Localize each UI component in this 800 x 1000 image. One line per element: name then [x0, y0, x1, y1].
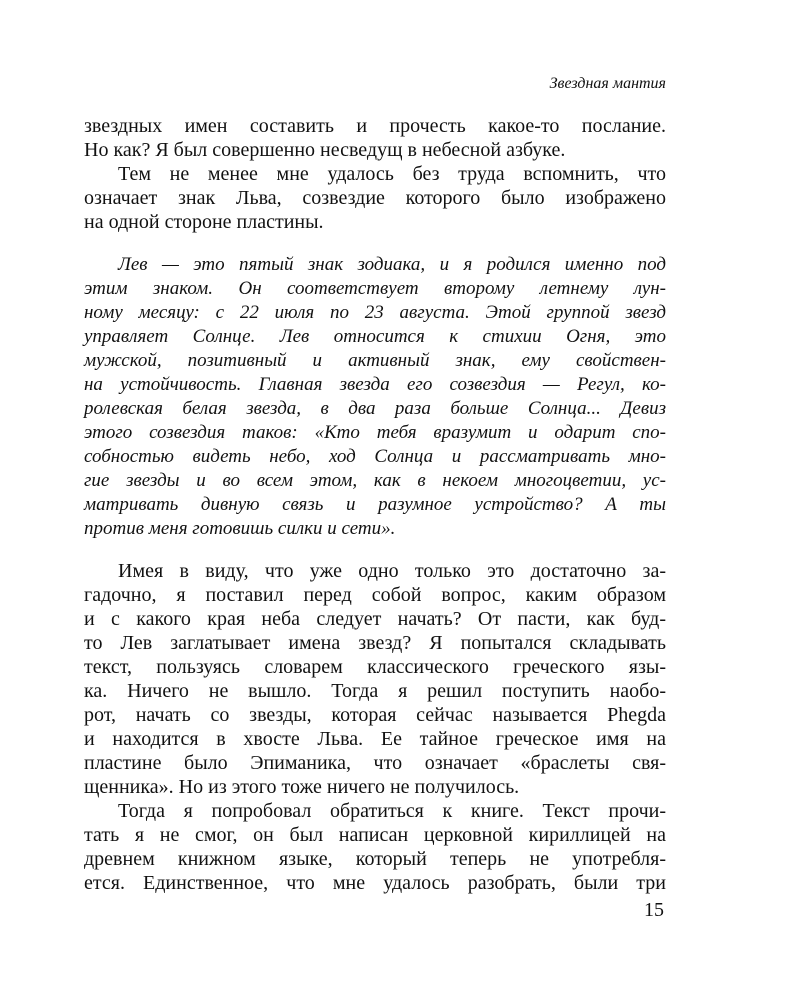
- book-page: [84, 0, 666, 1000]
- quote-line: матривать дивную связь и разумное устройство? А ты: [84, 494, 666, 515]
- text-line: Тем не менее мне удалось без труда вспомнить, что: [118, 163, 666, 185]
- text-line: ется. Единственное, что мне удалось разобрать, были три: [84, 872, 666, 894]
- quote-line: этого созвездия таков: «Кто тебя вразумит и одарит спо-: [84, 422, 666, 443]
- text-line: ка. Ничего не вышло. Тогда я решил поступить наобо-: [84, 680, 666, 702]
- running-head: Звездная мантия: [549, 75, 666, 92]
- text-line: текст, пользуясь словарем классического греческого язы-: [84, 656, 666, 678]
- text-line: пластине было Эпиманика, что означает «браслеты свя-: [84, 752, 666, 774]
- quote-line: против меня готовишь силки и сети».: [84, 518, 396, 539]
- quote-line: управляет Солнце. Лев относится к стихии Огня, это: [84, 326, 666, 347]
- quote-line: на устойчивость. Главная звезда его созвездия — Регул, ко-: [84, 374, 666, 395]
- text-line: и с какого края неба следует начать? От пасти, как буд-: [84, 608, 666, 630]
- quote-line: гие звезды и во всем этом, как в некоем многоцветии, ус-: [84, 470, 666, 491]
- text-line: то Лев заглатывает имена звезд? Я попытался складывать: [84, 632, 666, 654]
- text-line: Но как? Я был совершенно несведущ в небесной азбуке.: [84, 139, 566, 161]
- text-line: гадочно, я поставил перед собой вопрос, каким образом: [84, 584, 666, 606]
- text-line: древнем книжном языке, который теперь не употребля-: [84, 848, 666, 870]
- text-line: Тогда я попробовал обратиться к книге. Текст прочи-: [118, 800, 666, 822]
- quote-line: ролевская белая звезда, в два раза больше Солнца... Девиз: [84, 398, 666, 419]
- text-line: звездных имен составить и прочесть какое-то послание.: [84, 115, 666, 137]
- text-line: означает знак Льва, созвездие которого было изображено: [84, 187, 666, 209]
- text-line: тать я не смог, он был написан церковной кириллицей на: [84, 824, 666, 846]
- text-line: Имея в виду, что уже одно только это достаточно за-: [118, 560, 666, 582]
- quote-line: мужской, позитивный и активный знак, ему свойствен-: [84, 350, 666, 371]
- text-line: щенника». Но из этого тоже ничего не получилось.: [84, 776, 520, 798]
- quote-line: ному месяцу: с 22 июля по 23 августа. Этой группой звезд: [84, 302, 666, 323]
- page-number: 15: [644, 899, 664, 921]
- text-line: рот, начать со звезды, которая сейчас называется Phegda: [84, 704, 666, 726]
- quote-line: собностью видеть небо, ход Солнца и рассматривать мно-: [84, 446, 666, 467]
- text-line: и находится в хвосте Льва. Ее тайное греческое имя на: [84, 728, 666, 750]
- text-line: на одной стороне пластины.: [84, 211, 324, 233]
- quote-line: этим знаком. Он соответствует второму летнему лун-: [84, 278, 666, 299]
- quote-line: Лев — это пятый знак зодиака, и я родился именно под: [118, 254, 666, 275]
